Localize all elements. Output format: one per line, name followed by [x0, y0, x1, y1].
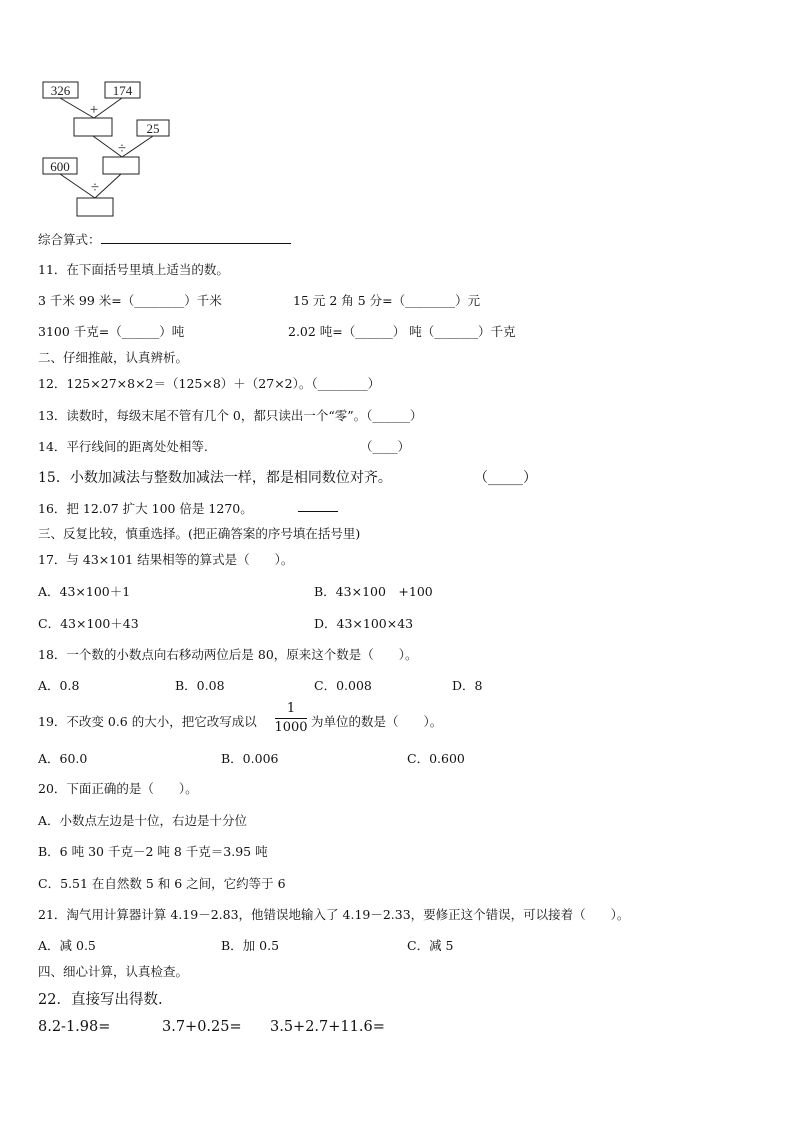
q18-option-b[interactable]: B．0.08 [175, 678, 225, 693]
q17-option-d[interactable]: D．43×100×43 [314, 616, 414, 631]
box-25-label: 25 [146, 121, 160, 136]
section-4-heading: 四、细心计算，认真检查。 [38, 964, 189, 979]
q22-expr-1: 8.2-1.98= [38, 1019, 111, 1035]
q20-option-a[interactable]: A．小数点左边是十位，右边是十分位 [38, 813, 248, 828]
q16-blank[interactable] [298, 499, 338, 515]
q19-fraction-denominator: 1000 [274, 720, 308, 735]
q19-pre: 19．不改变 0.6 的大小，把它改写成以 [38, 714, 257, 729]
q21-title: 21．淘气用计算器计算 4.19－2.83，他错误地输入了 4.19－2.33，要修正这个错误，可以接着（ ）。 [38, 907, 630, 922]
q13: 13．读数时，每级末尾不管有几个 0，都只读出一个“零”。（______） [38, 408, 423, 423]
box-result-blank[interactable] [77, 198, 113, 216]
q19-option-a[interactable]: A．60.0 [38, 751, 88, 766]
q20-option-b[interactable]: B．6 吨 30 千克－2 吨 8 千克＝3.95 吨 [38, 844, 268, 859]
combined-formula-label: 综合算式： [38, 232, 101, 247]
calculation-flow-diagram [0, 0, 200, 220]
q20-option-c[interactable]: C．5.51 在自然数 5 和 6 之间，它约等于 6 [38, 876, 286, 891]
box-sum-blank[interactable] [74, 118, 112, 136]
box-326-label: 326 [50, 83, 71, 98]
q14-text: 14．平行线间的距离处处相等. [38, 439, 208, 454]
plus-sign: + [89, 102, 99, 118]
q21-option-c[interactable]: C．减 5 [407, 938, 454, 953]
q19-fraction-numerator: 1 [286, 701, 296, 716]
q21-option-b[interactable]: B．加 0.5 [221, 938, 280, 953]
q12: 12．125×27×8×2＝（125×8）＋（27×2）。（________） [38, 376, 381, 391]
q21-option-a[interactable]: A．减 0.5 [38, 938, 96, 953]
q17-option-c[interactable]: C．43×100＋43 [38, 616, 139, 631]
q19-fraction [274, 701, 308, 736]
combined-formula-answer-line[interactable] [101, 231, 291, 244]
combined-formula [38, 230, 291, 248]
q19-post: 为单位的数是（ ）。 [311, 714, 443, 729]
q17-option-a[interactable]: A．43×100＋1 [38, 584, 131, 599]
q17-title: 17．与 43×101 结果相等的算式是（ ）。 [38, 552, 294, 567]
q22-expr-3: 3.5+2.7+11.6= [270, 1019, 385, 1035]
section-2-heading: 二、仔细推敲，认真辨析。 [38, 350, 189, 365]
box-quotient-blank[interactable] [103, 157, 139, 174]
q18-option-a[interactable]: A．0.8 [38, 678, 80, 693]
q11-b: 15 元 2 角 5 分=（________）元 [293, 293, 481, 308]
q15-text: 15．小数加减法与整数加减法一样，都是相同数位对齐。 [38, 470, 392, 486]
box-600-label: 600 [50, 159, 70, 174]
q11-d: 2.02 吨=（______） 吨（_______）千克 [288, 324, 516, 339]
q19-option-c[interactable]: C．0.600 [407, 751, 465, 766]
q11-title: 11．在下面括号里填上适当的数。 [38, 262, 229, 277]
q22-title: 22．直接写出得数. [38, 992, 163, 1008]
q14-blank[interactable]: （____） [360, 439, 411, 454]
q17-option-b[interactable]: B．43×100 +100 [314, 584, 433, 599]
q11-a: 3 千米 99 米=（________）千米 [38, 293, 222, 308]
q16-text: 16．把 12.07 扩大 100 倍是 1270。 [38, 501, 253, 516]
q19-option-b[interactable]: B．0.006 [221, 751, 279, 766]
q15-blank[interactable]: （_____） [474, 470, 537, 486]
box-174-label: 174 [112, 83, 133, 98]
section-3-heading: 三、反复比较，慎重选择。(把正确答案的序号填在括号里) [38, 526, 361, 541]
q18-title: 18．一个数的小数点向右移动两位后是 80，原来这个数是（ ）。 [38, 647, 418, 662]
q20-title: 20．下面正确的是（ ）。 [38, 781, 198, 796]
q18-option-d[interactable]: D．8 [452, 678, 483, 693]
divide-sign-2: ÷ [90, 180, 100, 196]
divide-sign-1: ÷ [117, 141, 127, 157]
q22-expr-2: 3.7+0.25= [162, 1019, 242, 1035]
q11-c: 3100 千克=（______）吨 [38, 324, 185, 339]
q18-option-c[interactable]: C．0.008 [314, 678, 372, 693]
